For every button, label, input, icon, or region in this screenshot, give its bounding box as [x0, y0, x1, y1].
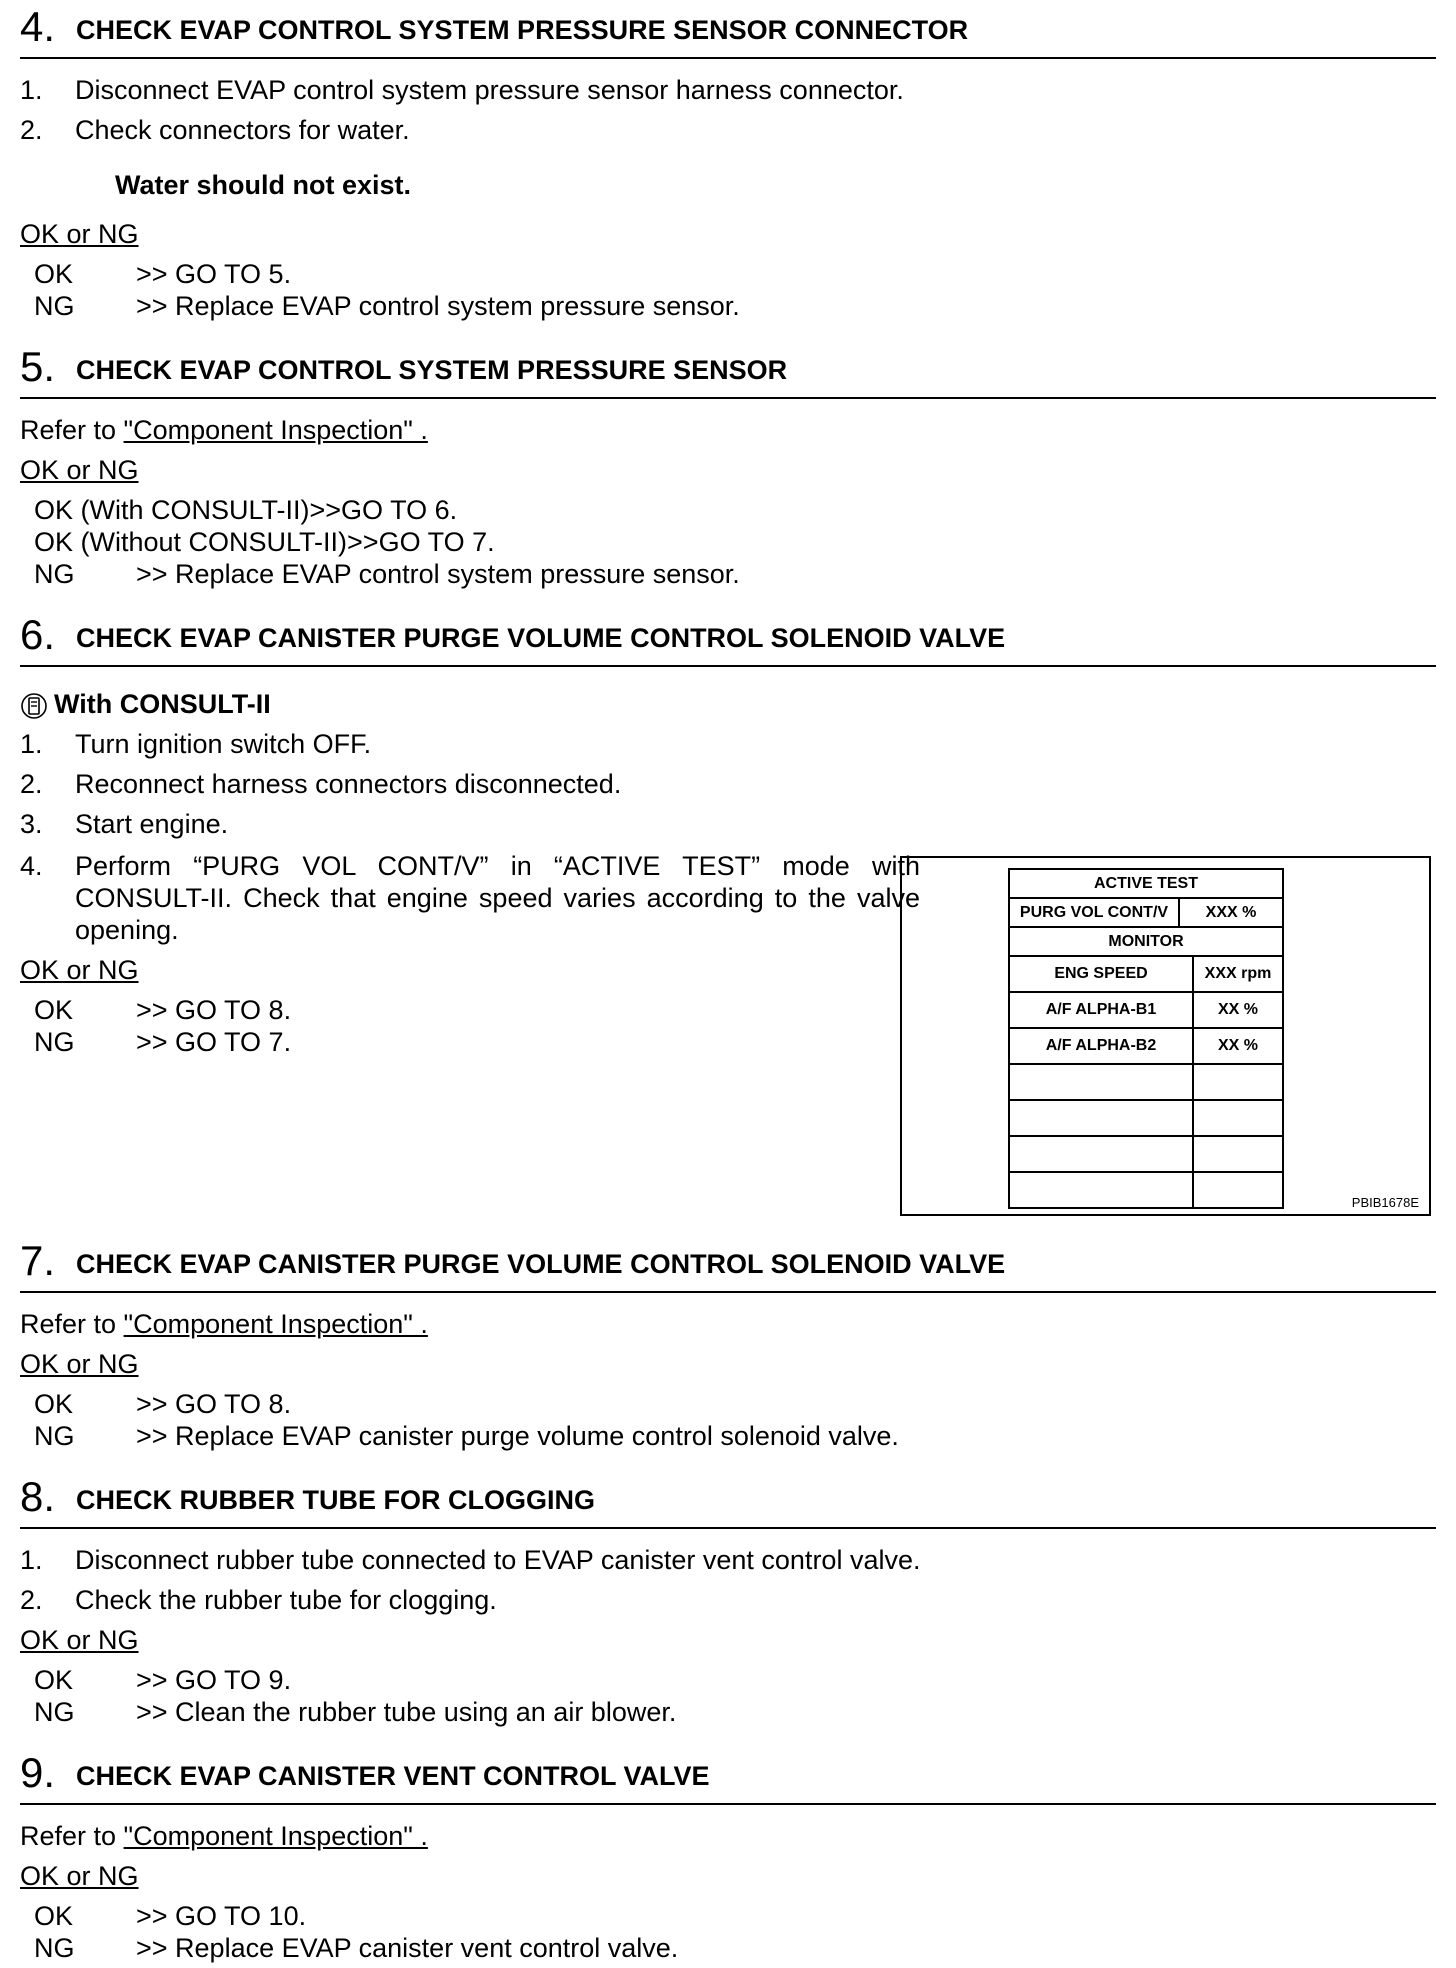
result-value: >> Replace EVAP canister purge volume control solenoid valve.: [136, 1421, 899, 1451]
result-key: NG: [34, 291, 75, 321]
step-8-header: [20, 1472, 1436, 1529]
ok-or-ng-label: OK or NG: [20, 955, 139, 985]
result-ok-with-consult: OK (With CONSULT-II)>>GO TO 6.: [34, 495, 458, 525]
item-text: Start engine.: [75, 809, 229, 839]
monitor-label: A/F ALPHA-B2: [1009, 1028, 1193, 1064]
result-key: NG: [34, 1933, 75, 1963]
refer-prefix: Refer to: [20, 1309, 124, 1339]
result-key: OK: [34, 1665, 74, 1695]
empty-cell: [1009, 1136, 1193, 1172]
empty-cell: [1009, 1172, 1193, 1208]
item-number: 1.: [20, 1545, 43, 1575]
step-number: 5.: [20, 343, 56, 390]
empty-cell: [1009, 1064, 1193, 1100]
result-value: >> GO TO 8.: [136, 995, 292, 1025]
item-text: Check connectors for water.: [75, 115, 410, 145]
refer-line: [20, 1308, 428, 1340]
step-title: CHECK EVAP CANISTER VENT CONTROL VALVE: [76, 1761, 710, 1791]
step-number: 6.: [20, 611, 56, 658]
monitor-value: XX %: [1193, 1028, 1283, 1064]
step-4-header: [20, 2, 1436, 59]
refer-line: [20, 414, 428, 446]
item-text: Disconnect EVAP control system pressure sensor harness connector.: [75, 75, 904, 105]
result-value: >> Clean the rubber tube using an air blower.: [136, 1697, 677, 1727]
list-item-number: 4.: [20, 851, 43, 881]
result-key: NG: [34, 1697, 75, 1727]
monitor-label: A/F ALPHA-B1: [1009, 992, 1193, 1028]
ok-or-ng-label: OK or NG: [20, 1349, 139, 1379]
empty-cell: [1193, 1172, 1283, 1208]
item-text: Reconnect harness connectors disconnected.: [75, 769, 622, 799]
item-number: 2.: [20, 769, 43, 799]
monitor-value: XXX rpm: [1193, 956, 1283, 992]
monitor-table: [1008, 955, 1284, 1209]
step-number: 8.: [20, 1473, 56, 1520]
result-value: >> Replace EVAP canister vent control valve.: [136, 1933, 679, 1963]
result-key: OK: [34, 1389, 74, 1419]
result-key: OK: [34, 1901, 74, 1931]
ok-or-ng-label: OK or NG: [20, 1861, 139, 1891]
list-item-text: Perform “PURG VOL CONT/V” in “ACTIVE TEST” mode with CONSULT-II. Check that engine speed varies according to the valve opening.: [75, 851, 920, 945]
result-value: >> GO TO 7.: [136, 1027, 292, 1057]
item-number: 1.: [20, 75, 43, 105]
empty-cell: [1193, 1136, 1283, 1172]
monitor-value: XX %: [1193, 992, 1283, 1028]
ok-or-ng-label: OK or NG: [20, 455, 139, 485]
result-value: >> GO TO 5.: [136, 259, 292, 289]
step-title: CHECK EVAP CANISTER PURGE VOLUME CONTROL SOLENOID VALVE: [76, 623, 1006, 653]
figure-code: PBIB1678E: [1351, 1195, 1419, 1210]
step-title: CHECK EVAP CONTROL SYSTEM PRESSURE SENSOR CONNECTOR: [76, 15, 969, 45]
component-inspection-link[interactable]: "Component Inspection" .: [123, 1309, 428, 1339]
purg-vol-value: XXX %: [1179, 898, 1283, 927]
step-6-header: [20, 610, 1436, 667]
result-key: OK: [34, 259, 74, 289]
component-inspection-link[interactable]: "Component Inspection" .: [123, 1821, 428, 1851]
monitor-label: ENG SPEED: [1009, 956, 1193, 992]
active-test-header: ACTIVE TEST: [1009, 869, 1283, 898]
step-title: CHECK EVAP CANISTER PURGE VOLUME CONTROL SOLENOID VALVE: [76, 1249, 1006, 1279]
item-number: 2.: [20, 1585, 43, 1615]
ok-or-ng-label: OK or NG: [20, 219, 139, 249]
step-number: 9.: [20, 1749, 56, 1796]
component-inspection-link[interactable]: "Component Inspection" .: [123, 415, 428, 445]
result-ok-without-consult: OK (Without CONSULT-II)>>GO TO 7.: [34, 527, 495, 557]
item-number: 1.: [20, 729, 43, 759]
consult-screen-table: [1008, 868, 1284, 957]
empty-cell: [1009, 1100, 1193, 1136]
monitor-header: MONITOR: [1009, 927, 1283, 956]
with-consult-heading: [20, 688, 271, 720]
step-7-header: [20, 1236, 1436, 1293]
step-number: 4.: [20, 3, 56, 50]
refer-prefix: Refer to: [20, 415, 124, 445]
refer-prefix: Refer to: [20, 1821, 124, 1851]
empty-cell: [1193, 1100, 1283, 1136]
result-value: >> Replace EVAP control system pressure sensor.: [136, 559, 740, 589]
step-title: CHECK RUBBER TUBE FOR CLOGGING: [76, 1485, 595, 1515]
empty-cell: [1193, 1064, 1283, 1100]
result-value: >> GO TO 10.: [136, 1901, 307, 1931]
item-text: Check the rubber tube for clogging.: [75, 1585, 497, 1615]
item-text: Disconnect rubber tube connected to EVAP canister vent control valve.: [75, 1545, 921, 1575]
step-9-header: [20, 1748, 1436, 1805]
result-key: OK: [34, 995, 74, 1025]
with-consult-label: With CONSULT-II: [54, 689, 271, 719]
consult-screen-figure: [900, 856, 1431, 1216]
item-text: Turn ignition switch OFF.: [75, 729, 372, 759]
result-key: NG: [34, 1421, 75, 1451]
purg-vol-label: PURG VOL CONT/V: [1009, 898, 1179, 927]
consult-tool-icon: [20, 692, 48, 720]
item-number: 3.: [20, 809, 43, 839]
result-value: >> Replace EVAP control system pressure sensor.: [136, 291, 740, 321]
step-5-header: [20, 342, 1436, 399]
refer-line: [20, 1820, 428, 1852]
result-value: >> GO TO 9.: [136, 1665, 292, 1695]
step-title: CHECK EVAP CONTROL SYSTEM PRESSURE SENSOR: [76, 355, 788, 385]
result-key: NG: [34, 1027, 75, 1057]
item-number: 2.: [20, 115, 43, 145]
result-value: >> GO TO 8.: [136, 1389, 292, 1419]
spec-text: Water should not exist.: [115, 170, 412, 200]
ok-or-ng-label: OK or NG: [20, 1625, 139, 1655]
result-key: NG: [34, 559, 75, 589]
step-number: 7.: [20, 1237, 56, 1284]
